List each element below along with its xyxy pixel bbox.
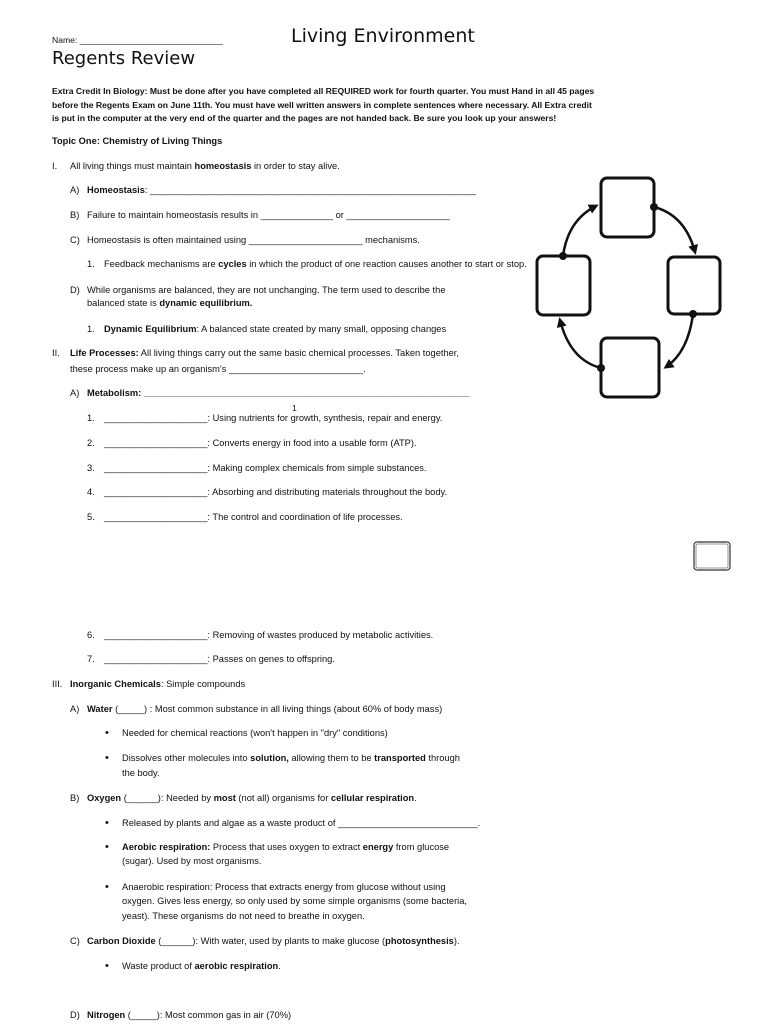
cycle-box-bottom[interactable] <box>601 338 659 397</box>
metabolism-definition: Metabolism: _______________________________________________________________ <box>87 388 470 398</box>
extra-credit-intro: Extra Credit In Biology: Must be done after you have completed all REQUIRED work for fourth quarter. You must Hand in all 45 pages before the Regents Exam on June 11th. You must have well written answers in complete sentences where necessary. All Extra credit is put in the computer at the very end of the quarter and the pages are not handed back. Be sure you look up your answers! <box>52 86 595 123</box>
cycle-box-right[interactable] <box>668 257 720 314</box>
s1-d-line1: While organisms are balanced, they are not unchanging. The term used to describe the <box>87 285 446 295</box>
s1-c1-text: Feedback mechanisms are cycles in which the product of one reaction causes another to start or stop. <box>104 259 527 269</box>
s1-c-label: C) <box>70 235 80 245</box>
s1-a-label: A) <box>70 185 80 195</box>
page-title: Living Environment <box>291 25 475 47</box>
cycle-box-top[interactable] <box>601 178 654 237</box>
cycle-dot-top <box>650 203 658 211</box>
s1-b-text: Failure to maintain homeostasis results in ______________ or ____________________ <box>87 210 450 220</box>
life-process-7-number: 7. <box>87 654 95 664</box>
life-process-3: ____________________: Making complex chemicals from simple substances. <box>104 463 427 473</box>
s3-a-label: A) <box>70 704 80 714</box>
life-process-4: ____________________: Absorbing and distributing materials throughout the body. <box>104 487 448 497</box>
section-2-line2: these process make up an organism's __________________________. <box>70 364 366 374</box>
oxygen-bullet-3: • Anaerobic respiration: Process that extracts energy from glucose without using <box>122 881 446 893</box>
oxygen-bullet-1: • Released by plants and algae as a waste product of ___________________________. <box>122 817 480 829</box>
life-process-5-number: 5. <box>87 512 95 522</box>
life-process-5: ____________________: The control and coordination of life processes. <box>104 512 403 522</box>
s1-d1-number: 1. <box>87 324 95 334</box>
s2-a-label: A) <box>70 388 80 398</box>
s1-b-label: B) <box>70 210 80 220</box>
cycle-arrow-top-right <box>654 207 695 252</box>
topic-heading: Topic One: Chemistry of Living Things <box>52 136 223 146</box>
page-subtitle: Regents Review <box>52 48 196 69</box>
feedback-cycle-diagram <box>530 170 730 405</box>
carbon-dioxide-line: Carbon Dioxide (______): With water, used by plants to make glucose (photosynthesis). <box>87 936 460 946</box>
name-field[interactable]: Name: ______________________________ <box>52 35 224 45</box>
oxygen-bullet-2-line2: (sugar). Used by most organisms. <box>122 856 262 866</box>
cycle-dot-left <box>559 252 567 260</box>
s1-d1-text: Dynamic Equilibrium: A balanced state created by many small, opposing changes <box>104 324 447 334</box>
life-process-3-number: 3. <box>87 463 95 473</box>
water-line: Water (_____) : Most common substance in all living things (about 60% of body mass) <box>87 704 443 714</box>
homeostasis-definition: Homeostasis: _______________________________________________________________ <box>87 185 476 195</box>
water-bullet-2: • Dissolves other molecules into solution, allowing them to be transported through <box>122 752 460 764</box>
life-process-7: ____________________: Passes on genes to offspring. <box>104 654 335 664</box>
blank-answer-box[interactable] <box>690 538 734 574</box>
section-1-text: All living things must maintain homeostasis in order to stay alive. <box>70 161 340 171</box>
section-2-number: II. <box>52 348 60 358</box>
s1-c-text: Homeostasis is often maintained using ______________________ mechanisms. <box>87 235 420 245</box>
life-process-4-number: 4. <box>87 487 95 497</box>
oxygen-line: Oxygen (______): Needed by most (not all) organisms for cellular respiration. <box>87 793 417 803</box>
life-process-1-number: 1. <box>87 413 95 423</box>
s1-c1-number: 1. <box>87 259 95 269</box>
oxygen-bullet-2: • Aerobic respiration: Process that uses oxygen to extract energy from glucose <box>122 841 449 853</box>
section-2-line1: Life Processes: All living things carry out the same basic chemical processes. Taken together, <box>70 348 459 358</box>
life-process-2: ____________________: Converts energy in food into a usable form (ATP). <box>104 438 417 448</box>
s3-d-label: D) <box>70 1010 80 1020</box>
cycle-arrow-right-bottom <box>666 314 693 367</box>
water-bullet-1: • Needed for chemical reactions (won't happen in "dry" conditions) <box>122 727 388 739</box>
s1-d-line2: balanced state is dynamic equilibrium. <box>87 298 253 308</box>
s3-c-label: C) <box>70 936 80 946</box>
cycle-dot-bottom <box>597 364 605 372</box>
carbon-dioxide-bullet-1: • Waste product of aerobic respiration. <box>122 960 281 972</box>
life-process-6: ____________________: Removing of wastes produced by metabolic activities. <box>104 630 434 640</box>
section-1-number: I. <box>52 161 58 171</box>
page-number: 1 <box>292 403 297 413</box>
cycle-dot-right <box>689 310 697 318</box>
nitrogen-line: Nitrogen (_____): Most common gas in air (70%) <box>87 1010 292 1020</box>
water-bullet-2-line2: the body. <box>122 768 160 778</box>
cycle-arrow-bottom-left <box>560 320 601 368</box>
s3-b-label: B) <box>70 793 80 803</box>
life-process-2-number: 2. <box>87 438 95 448</box>
cycle-box-left[interactable] <box>537 256 590 315</box>
section-3-number: III. <box>52 679 63 689</box>
oxygen-bullet-3-line3: yeast). These organisms do not need to breathe in oxygen. <box>122 911 365 921</box>
oxygen-bullet-3-line2: oxygen. Gives less energy, so only used by some simple organisms (some bacteria, <box>122 896 467 906</box>
section-3-heading: Inorganic Chemicals: Simple compounds <box>70 679 246 689</box>
s1-d-label: D) <box>70 285 80 295</box>
cycle-arrow-left-top <box>563 206 596 256</box>
life-process-6-number: 6. <box>87 630 95 640</box>
life-process-1: ____________________: Using nutrients for growth, synthesis, repair and energy. <box>104 413 443 423</box>
